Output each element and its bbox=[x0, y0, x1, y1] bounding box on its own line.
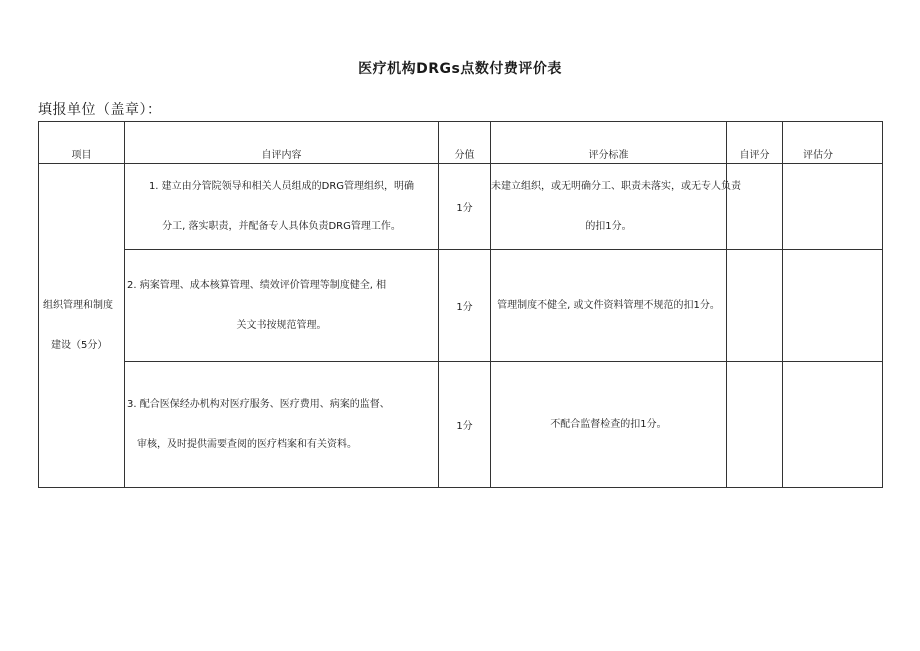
standard-line: 管理制度不健全, 或文件资料管理不规范的扣1分。 bbox=[497, 299, 720, 311]
project-name: 组织管理和制度 bbox=[43, 299, 113, 311]
standard-line: 不配合监督检查的扣1分。 bbox=[550, 418, 667, 430]
header-assess-score: 评估分 bbox=[783, 122, 883, 164]
document-title: 医疗机构DRGs点数付费评价表 bbox=[358, 61, 562, 77]
table-row bbox=[39, 164, 883, 250]
self-score-cell[interactable] bbox=[727, 362, 783, 488]
table-header-row bbox=[39, 122, 883, 164]
header-standard: 评分标准 bbox=[491, 122, 727, 164]
score-cell: 1分 bbox=[439, 362, 491, 488]
assess-score-cell[interactable] bbox=[783, 164, 883, 250]
project-points: 建设（5分） bbox=[51, 339, 108, 351]
table-row bbox=[39, 250, 883, 362]
header-score: 分值 bbox=[439, 122, 491, 164]
project-cell bbox=[39, 164, 125, 488]
content-line: 2. 病案管理、成本核算管理、绩效评价管理等制度健全, 相 bbox=[127, 279, 387, 291]
self-score-cell[interactable] bbox=[727, 250, 783, 362]
header-content: 自评内容 bbox=[125, 122, 439, 164]
header-self-score: 自评分 bbox=[727, 122, 783, 164]
content-cell bbox=[125, 250, 439, 362]
score-cell: 1分 bbox=[439, 250, 491, 362]
standard-cell bbox=[491, 164, 741, 250]
assess-score-cell[interactable] bbox=[783, 250, 883, 362]
content-line: 分工, 落实职责，并配备专人具体负责DRG管理工作。 bbox=[162, 220, 401, 232]
standard-line: 的扣1分。 bbox=[585, 220, 632, 232]
content-line: 审核，及时提供需要查阅的医疗档案和有关资料。 bbox=[137, 438, 357, 450]
content-line: 关文书按规范管理。 bbox=[236, 319, 327, 331]
self-score-cell[interactable] bbox=[727, 164, 783, 250]
evaluation-table bbox=[38, 121, 883, 488]
table-row bbox=[39, 362, 883, 488]
assess-score-cell[interactable] bbox=[783, 362, 883, 488]
content-cell bbox=[125, 362, 439, 488]
score-cell: 1分 bbox=[439, 164, 491, 250]
header-project: 项目 bbox=[39, 122, 125, 164]
content-line: 1. 建立由分管院领导和相关人员组成的DRG管理组织，明确 bbox=[148, 180, 415, 192]
standard-cell bbox=[491, 250, 727, 362]
content-cell bbox=[125, 164, 439, 250]
content-line: 3. 配合医保经办机构对医疗服务、医疗费用、病案的监督、 bbox=[127, 398, 390, 410]
standard-cell bbox=[491, 362, 727, 488]
fill-unit-label: 填报单位（盖章）： bbox=[38, 102, 162, 118]
standard-line: 未建立组织，或无明确分工、职责未落实，或无专人负责 bbox=[491, 180, 741, 192]
